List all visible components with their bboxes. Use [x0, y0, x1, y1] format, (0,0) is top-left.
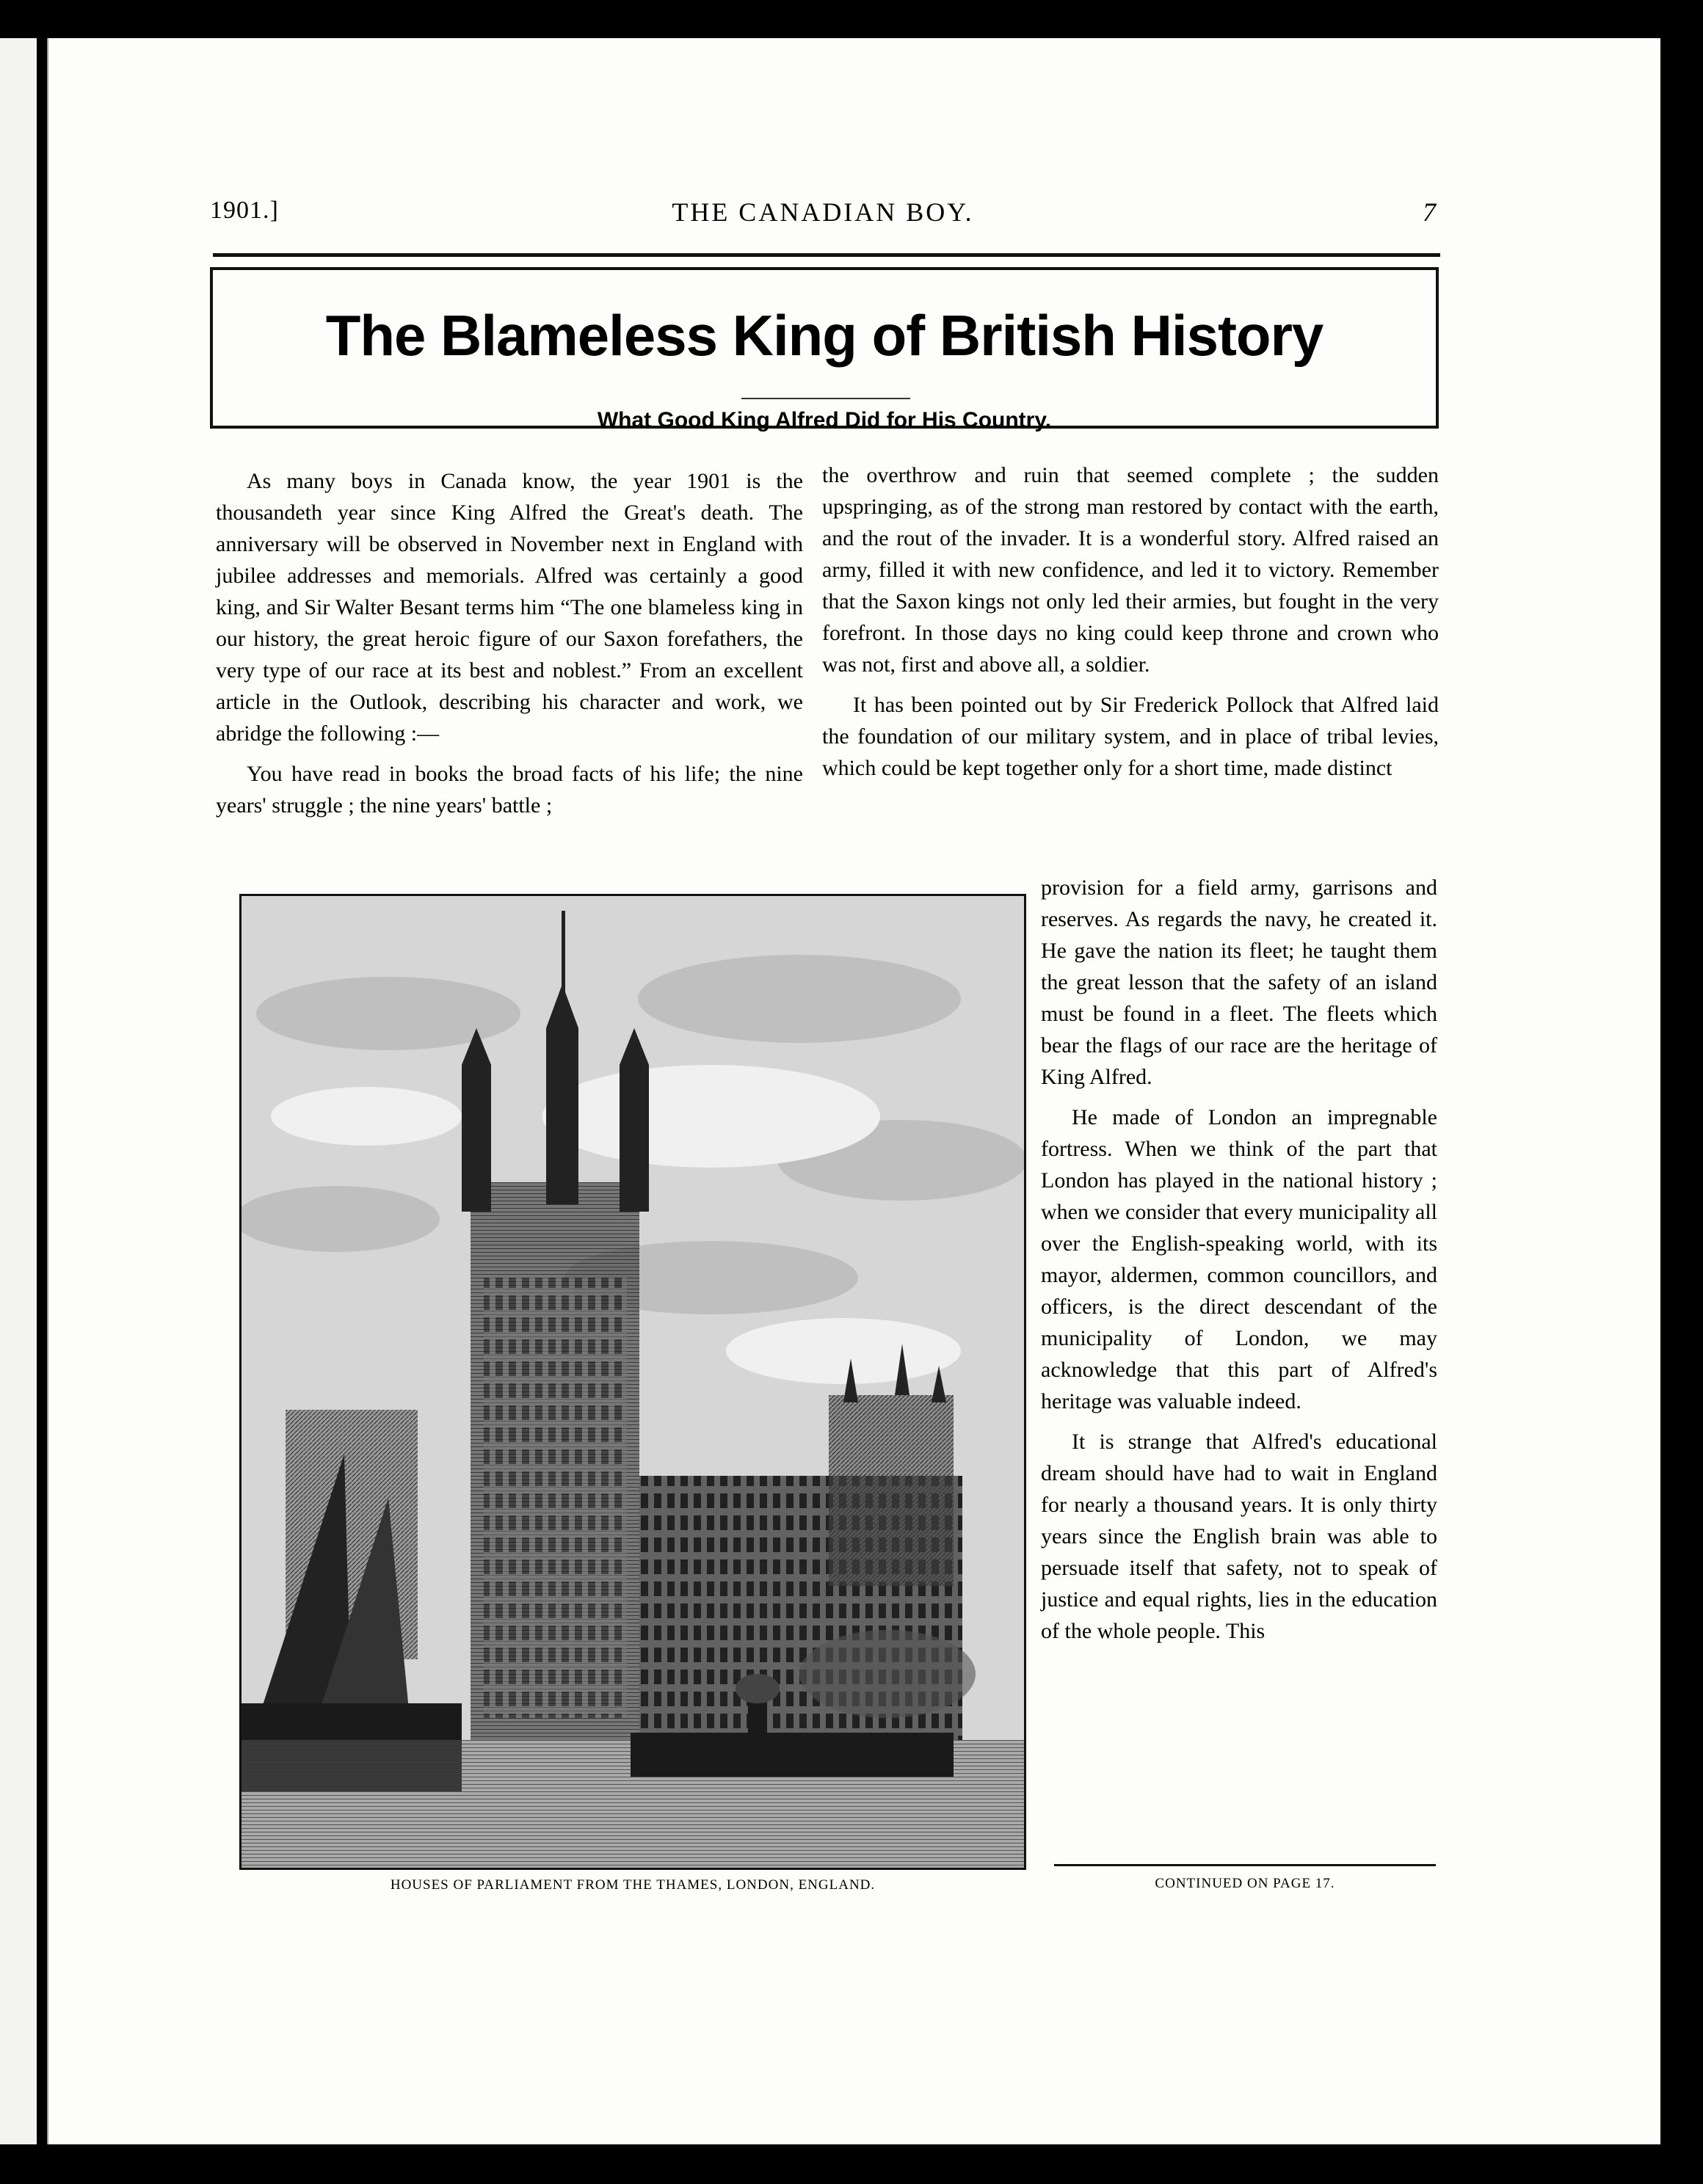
- paragraph: provision for a field army, garrisons and reserves. As regards the navy, he created it. He gave the nation its fleet; he taught them the great lesson that the safety of an island must be found in a fleet. The fleets which bear the flags of our race are the heritage of King Alfred.: [1041, 876, 1437, 1089]
- running-header: [210, 197, 1436, 241]
- paragraph: He made of London an impregnable fortress. When we think of the part that London has played in the national history ; when we consider that every municipality all over the English-speaking world, with its mayor, aldermen, common councillors, and officers, is the direct descendant of the municipality of London, we may acknowledge that this part of Alfred's heritage was valuable indeed.: [1041, 1105, 1437, 1413]
- paragraph: It has been pointed out by Sir Frederick Pollock that Alfred laid the foundation of our military system, and in place of tribal levies, which could be kept together only for a short time, made distinct: [822, 693, 1439, 780]
- text-column-2: [822, 459, 1439, 793]
- continued-note: CONTINUED ON PAGE 17.: [1155, 1876, 1335, 1891]
- paragraph: As many boys in Canada know, the year 1901 is the thousandeth year since King Alfred the Great's death. The anniversary will be observed in November next in England with jubilee addresses and memorials. Alfred was certainly a good king, and Sir Walter Besant terms him “The one blameless king in our history, the great heroic figure of our Saxon forefathers, the very type of our race at its best and noblest.” From an excellent article in the Outlook, describing his character and work, we abridge the following :—: [216, 469, 803, 746]
- text-column-1: [216, 465, 803, 830]
- paragraph: You have read in books the broad facts of his life; the nine years' struggle ; the nine years' battle ;: [216, 762, 803, 818]
- facing-page-edge: [0, 38, 37, 2144]
- title-divider: [741, 398, 910, 399]
- continued-rule: [1054, 1864, 1436, 1866]
- page-number: 7: [1423, 197, 1436, 227]
- publication-title: THE CANADIAN BOY.: [672, 197, 974, 227]
- parliament-engraving-art: [242, 896, 1024, 1868]
- article-title: The Blameless King of British History: [325, 303, 1323, 368]
- title-box: [210, 267, 1439, 432]
- paragraph: the overthrow and ruin that seemed complete ; the sudden upspringing, as of the strong man restored by contact with the earth, and the rout of the invader. It is a wonderful story. Alfred raised an army, filled it with new confidence, and led it to victory. Remember that the Saxon kings not only led their armies, but fought in the very forefront. In those days no king could keep throne and crown who was not, first and above all, a soldier.: [822, 463, 1439, 677]
- header-year: 1901.]: [210, 197, 279, 224]
- text-column-3: [1041, 872, 1437, 1656]
- illustration-caption: HOUSES OF PARLIAMENT FROM THE THAMES, LONDON, ENGLAND.: [390, 1877, 876, 1893]
- article-subtitle: What Good King Alfred Did for His Country.: [597, 408, 1052, 432]
- paragraph: It is strange that Alfred's educational dream should have had to wait in England for nearly a thousand years. It is only thirty years since the English brain was able to persuade itself that safety, not to speak of justice and equal rights, lies in the education of the whole people. This: [1041, 1430, 1437, 1643]
- header-rule: [213, 253, 1440, 257]
- parliament-engraving: [239, 894, 1026, 1870]
